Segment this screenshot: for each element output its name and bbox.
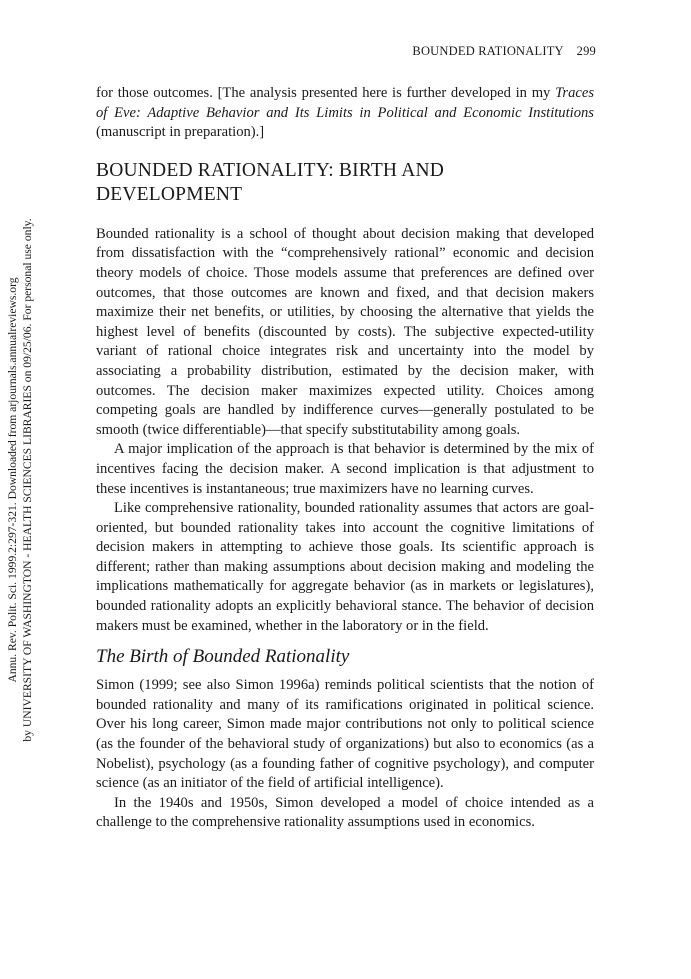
body-paragraph: In the 1940s and 1950s, Simon developed a model of choice intended as a challenge to the comprehensive rationality assumptions used in economics.	[96, 794, 594, 831]
section-heading: BOUNDED RATIONALITY: BIRTH AND DEVELOPMENT	[96, 159, 445, 205]
download-notice-line-1: Annu. Rev. Polit. Sci. 1999.2:297-321. Downloaded from arjournals.annualreviews.org	[6, 277, 19, 683]
running-title: BOUNDED RATIONALITY	[412, 44, 564, 58]
download-notice	[0, 170, 50, 790]
body-paragraph: Like comprehensive rationality, bounded rationality assumes that actors are goal-oriented, but bounded rationality takes into account the cognitive limitations of decision makers in attempting to achieve those goals. Its scientific approach is different; rather than making assumptions about decision making and modeling the implications mathematically for aggregate behavior (as in markets or legislatures), bounded rationality adopts an explicitly behavioral stance. The behavior of decision makers must be examined, whether in the laboratory or in the field.	[96, 500, 594, 634]
article-body	[96, 84, 594, 833]
body-paragraph: A major implication of the approach is that behavior is determined by the mix of incentives facing the decision maker. A second implication is that adjustment to these incentives is instantaneous; true maximizers have no learning curves.	[96, 441, 594, 497]
body-paragraph: Bounded rationality is a school of thought about decision making that developed from dissatisfaction with the “comprehensively rational” economic and decision theory models of choice. Those models assume that preferences are defined over outcomes, that those outcomes are known and fixed, and that decision makers maximize their net benefits, or utilities, by choosing the alternative that yields the highest level of benefits (discounted by costs). The subjective expected-utility variant of rational choice integrates risk and uncertainty into the model by associating a probability distribution, estimated by the decision maker, with outcomes. The decision maker maximizes expected utility. Choices among competing goals are handled by indifference curves—generally postulated to be smooth (twice differentiable)—that specify substitutability among goals.	[96, 225, 594, 438]
book-title: Traces of Eve: Adaptive Behavior and Its Limits in Political and Economic Institutions	[96, 85, 594, 121]
page-number: 299	[576, 44, 596, 58]
intro-text-after: (manuscript in preparation).]	[96, 124, 265, 141]
body-paragraph: Simon (1999; see also Simon 1996a) reminds political scientists that the notion of bounded rationality and many of its ramifications originated in political science. Over his long career, Simon made major contributions not only to political science (as the founder of the behavioral study of organizations) but also to economics (as a Nobelist), psychology (as a founding father of cognitive psychology), and computer science (as an initiator of the field of artificial intelligence).	[96, 677, 594, 792]
intro-text-before: for those outcomes. [The analysis presented here is further developed in my	[96, 85, 556, 101]
download-notice-line-2: by UNIVERSITY OF WASHINGTON - HEALTH SCIENCES LIBRARIES on 09/25/06. For personal use only.	[21, 218, 34, 742]
subsection-heading: The Birth of Bounded Rationality	[96, 646, 350, 668]
intro-paragraph	[96, 84, 594, 143]
running-head	[412, 44, 596, 59]
